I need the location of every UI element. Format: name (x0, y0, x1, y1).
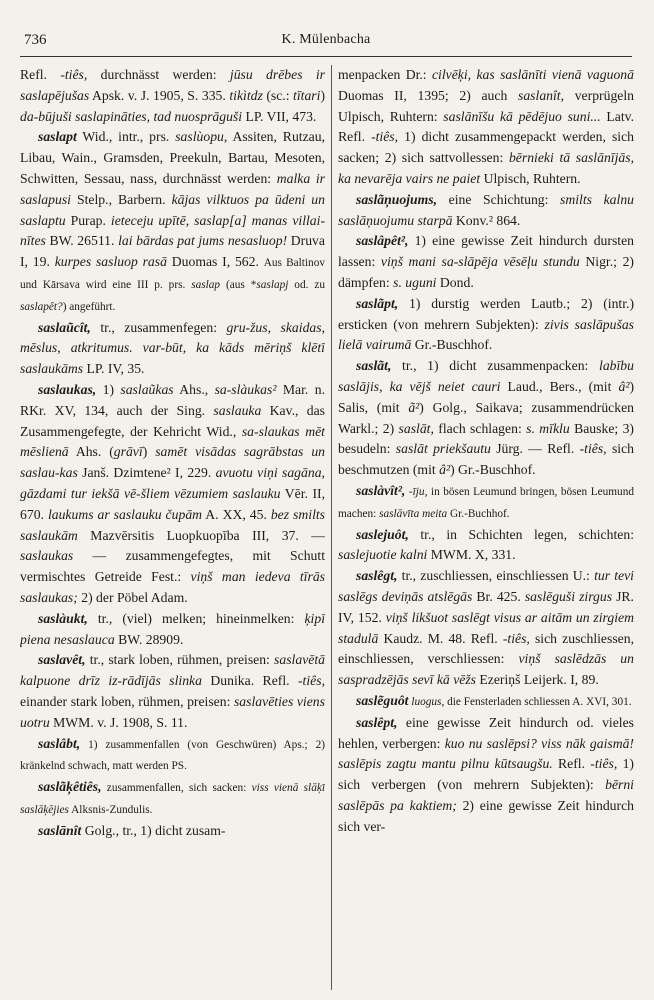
example-text: cilvēķi, kas saslānīti vienā vaguonā (431, 67, 634, 82)
headword: saslãpt, (356, 295, 399, 311)
definition-text: tr., in Schichten legen, schichten: (408, 526, 634, 542)
headword: saslàukt, (38, 610, 88, 626)
example-text: kuo nu saslēpsi? viss nāk gaismā! saslēpis zagtu mantu pilnu kūtsaugšu. (338, 735, 634, 772)
dictionary-entry (20, 609, 325, 651)
page-header (20, 32, 632, 57)
example-text: saslaũkas (120, 381, 174, 397)
definition-text: Jürg. — Refl. (490, 441, 580, 457)
example-text: tikìtdz (229, 87, 263, 103)
example-text: jūsu drēbes ir saslapējušas (20, 67, 325, 103)
definition-text: JR. IV, 152. (338, 588, 634, 625)
example-text: saslùopu, (175, 129, 228, 145)
definition-text: Assiten, Rutzau, Libau, Wain., Gramsden, Preekuln, Bartau, Mesoten, Schwitten, Sessau, nass, durchnässt werden: (20, 129, 325, 186)
headword: saslãt, (356, 358, 392, 374)
definition-text: — zusammengefegtes, mit Schutt vermischtes Getreide Fest.: (20, 548, 325, 585)
definition-text: od. zu (288, 278, 325, 291)
example-text: -tiês, (579, 441, 607, 457)
example-text: saslāt priekšautu (395, 441, 491, 457)
definition-text: in bösen Leumund bringen, bösen Leumund machen: (338, 485, 634, 520)
definition-text: Ahs., (173, 381, 215, 397)
example-text: -tiês, (60, 67, 88, 82)
example-text: sa-slàukas² (214, 381, 277, 397)
example-text: -tiês, (590, 756, 618, 772)
headword: saslàvît², (356, 482, 406, 498)
definition-text: Ulpisch, Ruhtern. (480, 170, 581, 186)
example-text: labību saslājis, ka vējš neiet cauri (338, 358, 634, 394)
definition-text: ) Golg., Saikava; zusammendrücken Warkl.; 2) (338, 399, 634, 436)
example-text: saslauka (213, 402, 262, 418)
dictionary-entry (20, 318, 325, 380)
example-text: gru-žus, skaidas, mēslus, atkritumus. var-būt, ka kāds mēriņš klētī saslaukāms (20, 319, 325, 377)
entry-continuation (20, 65, 325, 127)
definition-text: eine gewisse Zeit hindurch od. vieles hehlen, verbergen: (338, 714, 634, 751)
definition-text: Ahs. ( (68, 444, 114, 460)
dictionary-entry (338, 691, 634, 713)
example-text: viņš man iedeva tīrās saslaukas; (20, 569, 325, 605)
example-text: grāvī (113, 444, 143, 460)
dictionary-entry (338, 713, 634, 838)
definition-text: ) (142, 444, 156, 460)
dictionary-entry (20, 380, 325, 609)
dictionary-entry (20, 821, 325, 842)
example-text: saslēguši zirgus (524, 588, 613, 604)
example-text: bērnieki tā saslānījās, ka nevarēja vairs ne paiet (338, 150, 634, 186)
example-text: saslejuotie kalni (338, 547, 428, 563)
dictionary-entry (338, 231, 634, 293)
definition-text: Latv. Refl. (338, 108, 634, 145)
definition-text: MWM. X, 331. (427, 547, 516, 563)
dictionary-entry (20, 127, 325, 317)
example-text: tītari (293, 87, 321, 103)
definition-text: Br. 425. (472, 588, 525, 604)
definition-text: ) angeführt. (62, 300, 116, 313)
example-text: -tiês, (298, 673, 325, 689)
definition-text: A. XX, 45. (202, 506, 271, 522)
example-text: luogus, (411, 695, 445, 708)
example-text: s. uguni (393, 274, 437, 290)
definition-text: 1) dicht zusammengepackt werden, sich sacken; 2) sich sattvollessen: (338, 129, 634, 166)
definition-text: 2) der Pöbel Adam. (77, 589, 188, 605)
right-column (338, 65, 634, 990)
example-text: zivis saslāpušas lielā vairumā (338, 316, 634, 353)
definition-text: tr., (viel) melken; hineinmelken: (87, 610, 305, 626)
definition-text: 1) eine gewisse Zeit hindurch dursten lassen: (338, 233, 634, 270)
example-text: saslapêt? (20, 300, 63, 313)
left-column (20, 65, 325, 990)
definition-text: menpacken Dr.: (338, 67, 432, 82)
headword: saslâbt, (38, 735, 81, 751)
definition-text: sich zuschliessen, einschliessen, verschliessen: (338, 630, 634, 667)
definition-text: 1) (96, 381, 121, 397)
example-text: saslapj (256, 278, 289, 291)
definition-text: Dunika. Refl. (201, 673, 298, 689)
headword: saslaukas, (38, 381, 97, 397)
definition-text: einander stark loben, rühmen, preisen: (20, 693, 234, 709)
example-text: ã² (408, 399, 420, 415)
dictionary-entry (20, 777, 325, 821)
definition-text: flach schlagen: (433, 420, 527, 436)
definition-text: Duomas II, 1395; 2) auch (338, 87, 519, 103)
example-text: smilts kalnu saslāņuojumu starpā (338, 191, 634, 228)
definition-text: ) Salis, (mit (338, 378, 634, 415)
definition-text: Laud., Bers., (mit (500, 378, 619, 394)
definition-text: Bauske; 3) besudeln: (338, 420, 634, 457)
example-text: saslavētā kalpuone drīz iz-rādījās slinka (20, 652, 325, 689)
definition-text: ) (320, 87, 325, 103)
definition-text: 1) zusammenfallen (von Geschwüren) Aps.; 2) kränkelnd schwach, matt werden PS. (20, 738, 325, 773)
example-text: samēt visādas sagrābstas un saslau-kas (20, 444, 325, 481)
example-text: malka ir saslapusi (20, 170, 325, 207)
definition-text: durchnässt werden: (87, 67, 230, 82)
headword: saslānît (38, 822, 82, 838)
example-text: avuotu viņi sagāna, gāzdami tur iekšā vē-šliem vēzumiem saslauku (20, 465, 325, 501)
headword: saslavêt, (38, 652, 86, 668)
example-text: da-būjuši saslapināties, tad nuosprāguši (20, 108, 243, 124)
definition-text: tr., 1) dicht zusammenpacken: (391, 358, 600, 374)
definition-text: Kav., das Zusammengefegte, der Kehricht Wid., (20, 402, 325, 439)
example-text: saslāvīta meita (379, 507, 448, 520)
definition-text: Purap. (65, 212, 111, 228)
headword: saslãņuojums, (356, 191, 438, 207)
definition-text: LP. IV, 35. (83, 361, 145, 377)
example-text: tur tevi saslēgs deviņās atslēgās (338, 568, 634, 604)
definition-text: tr., zuschliessen, einschliessen U.: (397, 568, 595, 584)
example-text: â² (439, 462, 451, 478)
example-text: sa-slaukas mēt mēslienā (20, 423, 325, 460)
definition-text: tr., zusammenfegen: (90, 319, 227, 335)
definition-text: 1) durstig werden Lautb.; 2) (intr.) ersticken (von mehrern Subjekten): (338, 295, 634, 332)
definition-text: Wid., intr., prs. (76, 129, 176, 145)
headword: saslaũcît, (38, 319, 91, 335)
definition-text: zusammenfallen, sich sacken: (101, 782, 252, 795)
definition-text: Nigr.; 2) dämpfen: (338, 254, 634, 290)
headword: saslẽguôt (356, 692, 409, 708)
dictionary-entry (338, 525, 634, 567)
definition-text: 2) eine gewisse Zeit hindurch sich ver- (338, 797, 634, 834)
example-text: -tiês, (502, 630, 530, 646)
example-text: kājas vilktuos pa ūdeni un saslaptu (20, 191, 325, 228)
headword: saslêgt, (356, 568, 398, 584)
example-text: ķipī piena nesaslauca (20, 610, 325, 647)
entry-continuation (338, 65, 634, 190)
definition-text: die Fensterladen schliessen A. XVI, 301. (444, 695, 632, 708)
headword: saslejuôt, (356, 526, 409, 542)
dictionary-entry (20, 650, 325, 733)
example-text: saslap (191, 278, 221, 291)
definition-text: (aus * (220, 278, 257, 291)
definition-text: Gr.-Buchhof. (447, 507, 510, 520)
definition-text: Ezeriņš Leijerk. I, 89. (476, 672, 599, 688)
headword: saslãķêtiês, (38, 779, 102, 795)
running-head: K. Mülenbacha (281, 32, 371, 47)
example-text: bērni saslēpās pa kaktiem; (338, 777, 634, 813)
definition-text: Stelp., Barbern. (70, 191, 172, 207)
headword: saslapt (38, 129, 77, 145)
headword: saslâpêt², (356, 233, 409, 249)
example-text: s. mīklu (526, 420, 570, 436)
definition-text: Gr.-Buschhof. (411, 337, 493, 353)
example-text: viņš saslēdzās un saspradzējās sevī kā vēžs (338, 651, 634, 688)
definition-text: eine Schichtung: (437, 191, 561, 207)
example-text: saslanît, (518, 87, 565, 103)
definition-text: Kaudz. M. 48. Refl. (378, 630, 503, 646)
definition-text: Mazvērsitis Luopkuopība III, 37. — (77, 527, 325, 543)
definition-text: ) Gr.-Buschhof. (450, 462, 536, 478)
definition-text: tr., stark loben, rühmen, preisen: (85, 652, 275, 668)
definition-text: sich beschmutzen (mit (338, 441, 634, 478)
page-number: 736 (24, 32, 47, 48)
definition-text: Refl. (552, 756, 591, 772)
dictionary-entry (338, 190, 634, 232)
definition-text: Konv.² 864. (452, 212, 521, 228)
example-text: viņš mani sa-slāpēja vēsēļu stundu (380, 254, 580, 270)
definition-text: Vēr. II, 670. (20, 485, 325, 522)
definition-text: LP. VII, 473. (242, 108, 317, 124)
example-text: viņš likšuot saslēgt visus ar aitām un zirgiem stadulā (338, 609, 634, 646)
definition-text: MWM. v. J. 1908, S. 11. (49, 714, 188, 730)
definition-text: Druva I, 19. (20, 233, 325, 270)
definition-text: Mar. n. RKr. XV, 134, auch der Sing. (20, 381, 325, 418)
example-text: -tiês, (371, 129, 399, 145)
example-text: saslānīšu kā pēdējuo suni... (443, 108, 601, 124)
example-text: saslavēties viens uotru (20, 693, 325, 730)
example-text: kurpes sasluop rasā (54, 254, 167, 270)
dictionary-entry (20, 734, 325, 778)
dictionary-entry (338, 566, 634, 691)
example-text: -īju, (408, 485, 428, 498)
example-text: laukums ar saslauku čupām (47, 506, 203, 522)
definition-text: Alksnis-Zundulis. (68, 803, 153, 816)
definition-text: Apsk. v. J. 1905, S. 335. (89, 87, 230, 103)
definition-text: BW. 28909. (114, 631, 184, 647)
headword: saslêpt, (356, 714, 398, 730)
definition-text: 1) sich verbergen (von mehrern Subjekten): (338, 756, 634, 793)
example-text: bez smilts saslaukām (20, 506, 325, 543)
dictionary-entry (338, 356, 634, 481)
example-text: saslaukas (20, 548, 74, 564)
definition-text: BW. 26511. (45, 233, 119, 249)
example-text: â² (618, 378, 630, 394)
definition-text: Refl. (20, 67, 61, 82)
example-text: ieteceju upītē, saslap[a] manas villai-nītes (20, 212, 325, 249)
dictionary-entry (338, 294, 634, 356)
definition-text: Dond. (436, 274, 474, 290)
definition-text: (sc.: (262, 87, 294, 103)
example-text: lai bārdas pat jums nesasluop! (118, 233, 288, 249)
definition-text: Aus Baltinov und Kārsava wird eine III p. prs. (20, 257, 325, 291)
definition-text: Golg., tr., 1) dicht zusam- (81, 822, 226, 838)
definition-text: verprügeln Ulpisch, Ruhtern: (338, 87, 634, 124)
definition-text: Duomas I, 562. (166, 254, 264, 270)
column-divider (331, 65, 332, 990)
definition-text: Janš. Dzimtene² I, 229. (77, 465, 216, 481)
example-text: saslāt, (398, 420, 434, 436)
example-text: viss vienā slāķī saslāķējies (20, 782, 325, 816)
dictionary-entry (338, 481, 634, 525)
